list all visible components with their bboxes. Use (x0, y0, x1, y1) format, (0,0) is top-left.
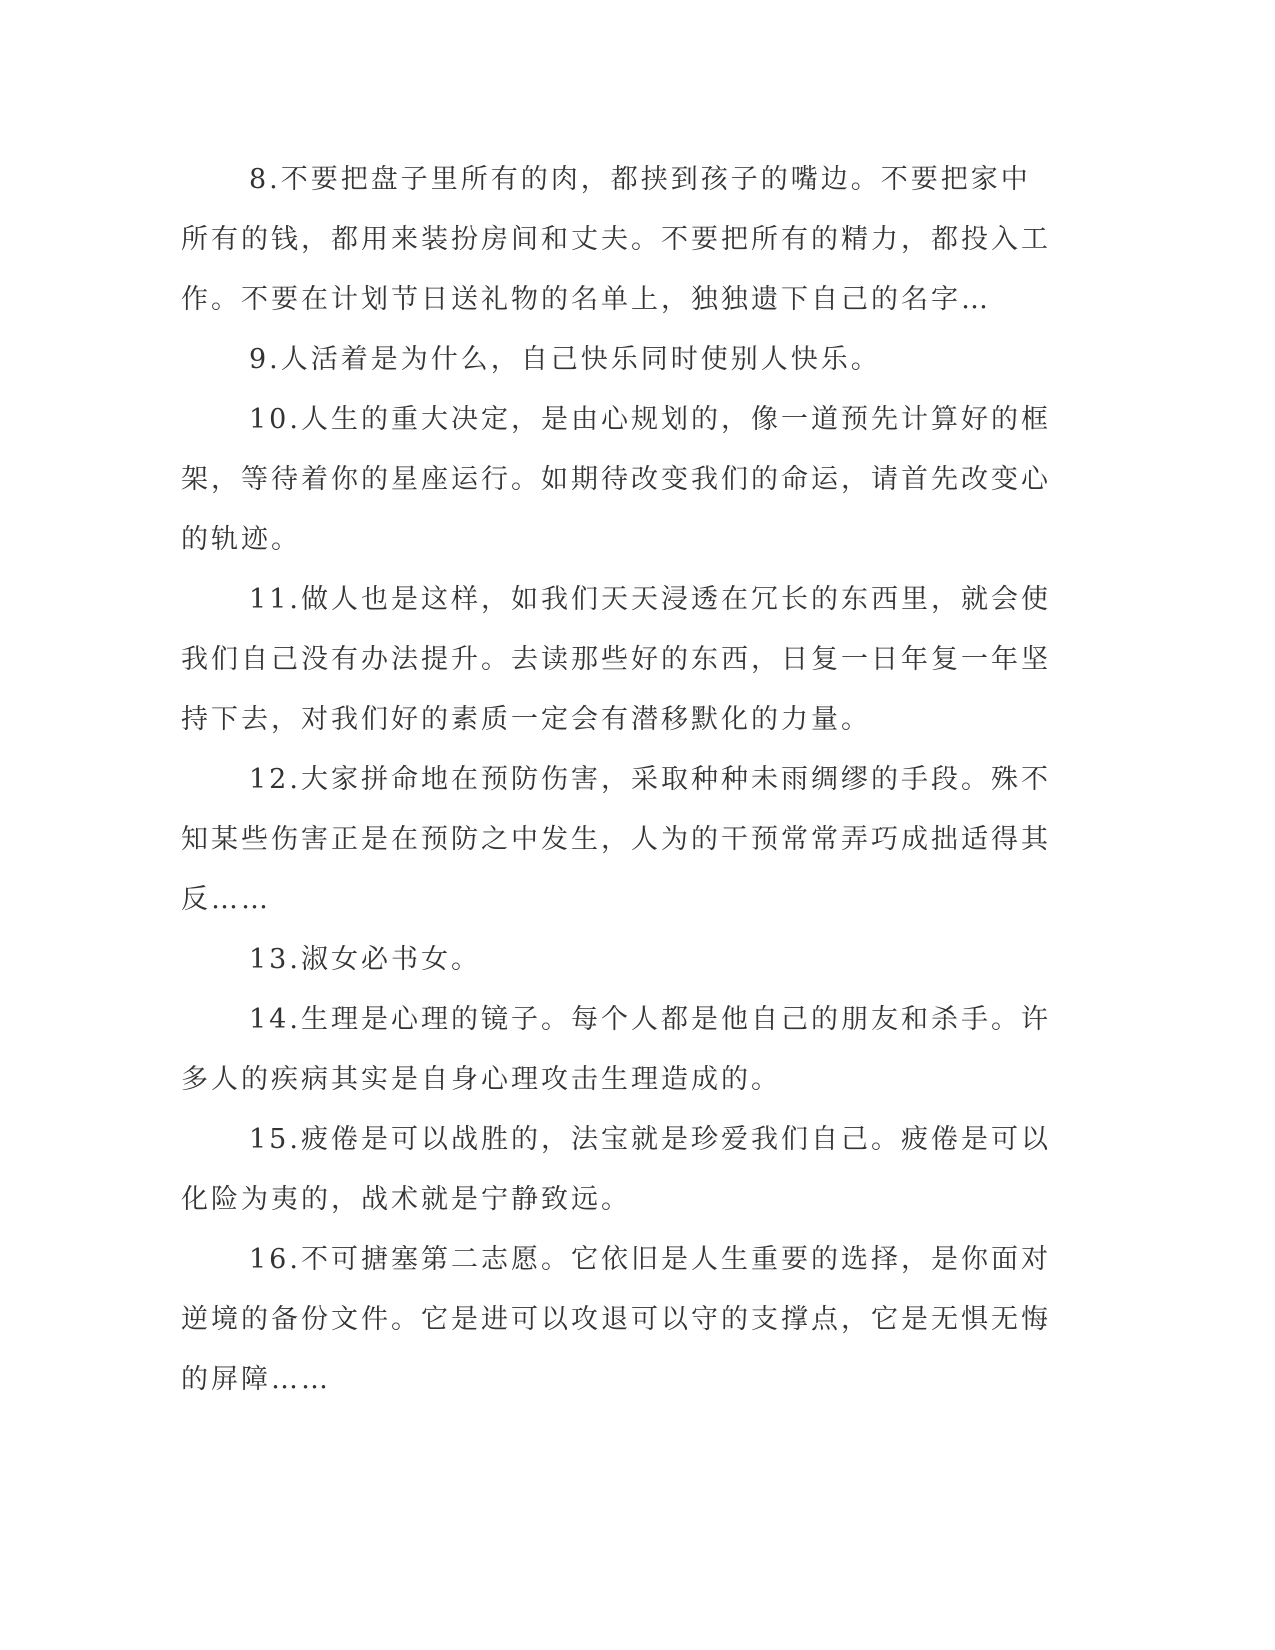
paragraph-11: 11.做人也是这样，如我们天天浸透在冗长的东西里，就会使我们自己没有办法提升。去读那些好的东西，日复一日年复一年坚持下去，对我们好的素质一定会有潜移默化的力量。 (181, 584, 1051, 735)
paragraph-10: 10.人生的重大决定，是由心规划的，像一道预先计算好的框架，等待着你的星座运行。如期待改变我们的命运，请首先改变心的轨迹。 (181, 404, 1051, 555)
paragraph-14: 14.生理是心理的镜子。每个人都是他自己的朋友和杀手。许多人的疾病其实是自身心理攻击生理造成的。 (181, 1004, 1051, 1095)
paragraph-16: 16.不可搪塞第二志愿。它依旧是人生重要的选择，是你面对逆境的备份文件。它是进可以攻退可以守的支撑点，它是无惧无悔的屏障…… (181, 1244, 1051, 1395)
paragraph-9: 9.人活着是为什么，自己快乐同时使别人快乐。 (249, 344, 881, 375)
paragraph-8: 8.不要把盘子里所有的肉，都挟到孩子的嘴边。不要把家中所有的钱，都用来装扮房间和丈夫。不要把所有的精力，都投入工作。不要在计划节日送礼物的名单上，独独遗下自己的名字… (181, 164, 1051, 315)
document-body (181, 150, 1053, 1410)
paragraph-12: 12.大家拼命地在预防伤害，采取种种未雨绸缪的手段。殊不知某些伤害正是在预防之中发生，人为的干预常常弄巧成拙适得其反…… (181, 764, 1051, 915)
paragraph-15: 15.疲倦是可以战胜的，法宝就是珍爱我们自己。疲倦是可以化险为夷的，战术就是宁静致远。 (181, 1124, 1051, 1215)
paragraph-13: 13.淑女必书女。 (249, 944, 481, 975)
